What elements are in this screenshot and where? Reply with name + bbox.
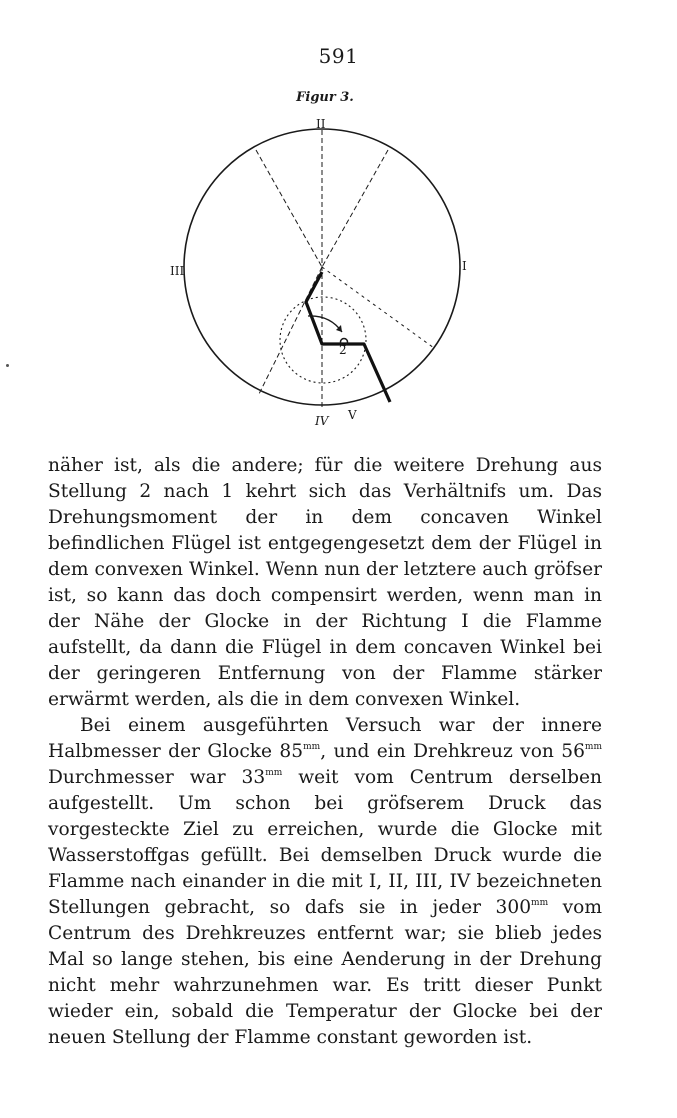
- dashed-chord-lower-left: [258, 267, 322, 396]
- unit-mm-3: mm: [265, 768, 283, 778]
- body-text: [48, 453, 602, 1051]
- figure-3-diagram: [160, 112, 480, 432]
- paragraph-2-part-3: Durchmesser war 33: [48, 767, 266, 788]
- dashed-chord-upper-left: [256, 150, 322, 267]
- label-position-I: I: [462, 259, 467, 273]
- figure-3-svg: [160, 112, 480, 432]
- page-number: 591: [318, 44, 359, 68]
- label-position-V: V: [348, 408, 357, 422]
- paragraph-2-part-1: Bei einem ausgeführten Versuch war der innere Halbmesser der Glocke 85: [48, 715, 602, 762]
- paragraph-2-part-5: vom Centrum des Drehkreuzes entfernt war; sie blieb jedes Mal so lange stehen, bis eine Aenderung in der Drehung nicht mehr wahrzunehmen war. Es tritt dieser Punkt wieder ein, sobald die Temperatur der Glocke bei der neuen Stellung der Flamme constant geworden ist.: [48, 897, 602, 1048]
- unit-mm-2: mm: [584, 742, 602, 752]
- unit-mm-4: mm: [531, 898, 549, 908]
- unit-mm-1: mm: [303, 742, 321, 752]
- stray-ink-mark: [6, 364, 9, 367]
- label-position-III: III: [170, 264, 185, 278]
- paragraph-2: [48, 713, 602, 1051]
- paragraph-2-part-4: weit vom Centrum derselben aufgestellt. Um schon bei gröfserem Druck das vorgesteckte Ziel zu erreichen, wurde die Glocke mit Wasserstoffgas gefüllt. Bei demselben Druck wurde die Flamme nach einander in die mit I, II, III, IV bezeichneten Stellungen gebracht, so dafs sie in jeder 300: [48, 767, 602, 918]
- figure-caption: Figur 3.: [296, 90, 354, 105]
- label-position-II: II: [316, 117, 326, 131]
- dashed-chord-lower-right: [322, 267, 434, 348]
- label-position-IV: IV: [315, 414, 329, 428]
- paragraph-1: näher ist, als die andere; für die weitere Drehung aus Stellung 2 nach 1 kehrt sich das Verhältnifs um. Das Drehungsmoment der in dem concaven Winkel befindlichen Flügel ist entgegengesetzt dem der Flügel in dem convexen Winkel. Wenn nun der letztere auch gröfser ist, so kann das doch compensirt werden, wenn man in der Nähe der Glocke in der Richtung I die Flamme aufstellt, da dann die Flügel in dem concaven Winkel bei der geringeren Entfernung von der Flamme stärker erwärmt werden, als die in dem convexen Winkel.: [48, 455, 602, 710]
- paragraph-2-part-2: , und ein Drehkreuz von 56: [320, 741, 585, 762]
- label-center-2: 2: [339, 343, 347, 357]
- dashed-chord-upper-right: [322, 150, 388, 267]
- rotor-path-circle: [280, 297, 366, 383]
